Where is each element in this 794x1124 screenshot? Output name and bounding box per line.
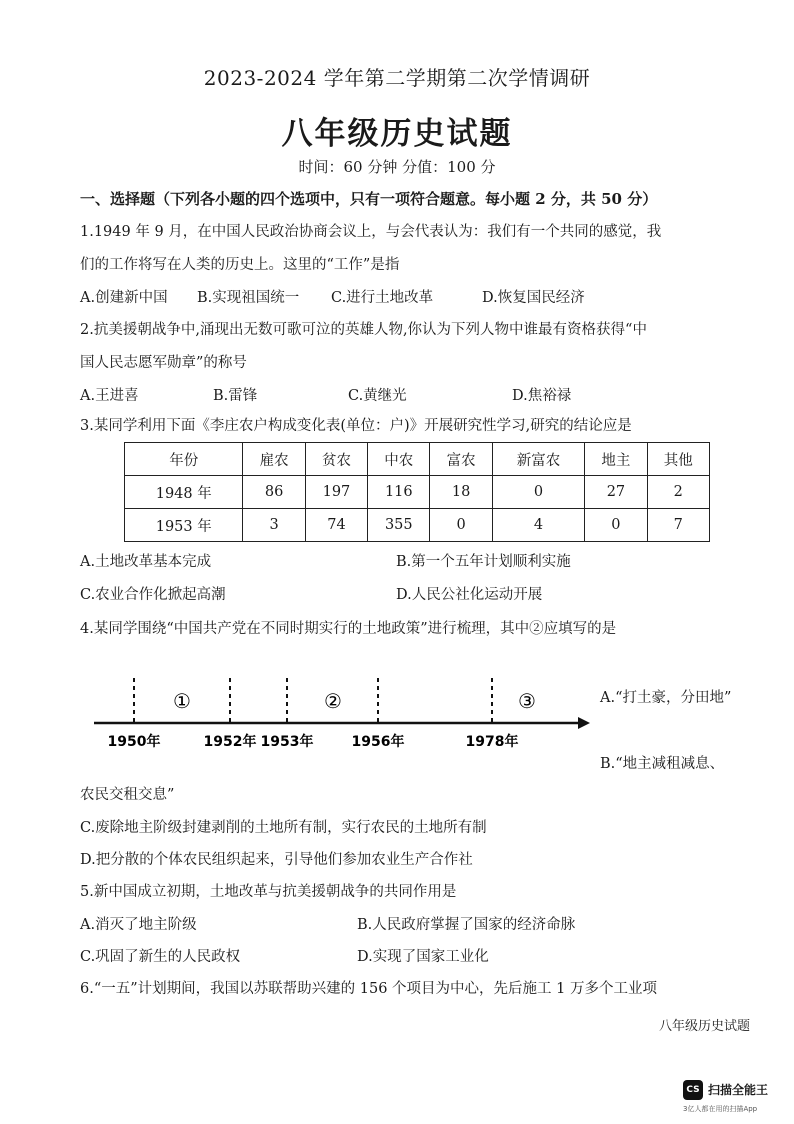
q3-option-d: D.人民公社化运动开展: [396, 587, 543, 603]
q4-option-a: A.“打土豪，分田地”: [600, 690, 732, 706]
q2-stem-line1: 2.抗美援朝战争中,涌现出无数可歌可泣的英雄人物,你认为下列人物中谁最有资格获得“中: [80, 322, 647, 338]
land-policy-timeline: [90, 668, 595, 758]
table-header-cell: 其他: [647, 443, 709, 476]
table-cell: 2: [647, 476, 709, 509]
timeline-arrow-icon: [578, 717, 590, 729]
page-footer-title: 八年级历史试题: [658, 1019, 750, 1034]
exam-meta: 时间：60 分钟 分值：100 分: [298, 158, 496, 176]
timeline-marker-3: ③: [518, 689, 536, 713]
table-cell: 74: [305, 509, 367, 542]
table-cell: 1953 年: [125, 509, 243, 542]
table-cell: 1948 年: [125, 476, 243, 509]
q1-option-c: C.进行土地改革: [331, 290, 434, 306]
table-header-cell: 雇农: [243, 443, 305, 476]
q2-option-b: B.雷锋: [213, 388, 258, 404]
table-header-cell: 中农: [368, 443, 430, 476]
table-cell: 0: [585, 509, 647, 542]
table-cell: 0: [430, 509, 492, 542]
timeline-year-1978: 1978年: [465, 734, 519, 750]
q3-option-b: B.第一个五年计划顺利实施: [396, 554, 571, 570]
timeline-year-1952: 1952年: [203, 734, 257, 750]
q2-stem-line2: 国人民志愿军勋章”的称号: [80, 355, 247, 371]
table-row: [125, 509, 710, 542]
camscanner-name: 扫描全能王: [708, 1083, 769, 1097]
table-header-cell: 年份: [125, 443, 243, 476]
q5-stem: 5.新中国成立初期，土地改革与抗美援朝战争的共同作用是: [80, 884, 457, 900]
q2-option-c: C.黄继光: [348, 388, 407, 404]
q4-option-b-part2: 农民交租交息”: [80, 787, 175, 803]
table-cell: 0: [492, 476, 584, 509]
section-heading: 一、选择题（下列各小题的四个选项中，只有一项符合题意。每小题 2 分，共 50 分）: [80, 190, 658, 208]
q5-option-d: D.实现了国家工业化: [357, 949, 489, 965]
camscanner-tagline: 3亿人都在用的扫描App: [683, 1105, 758, 1113]
table-cell: 355: [368, 509, 430, 542]
table-header-row: [125, 443, 710, 476]
q3-option-c: C.农业合作化掀起高潮: [80, 587, 226, 603]
table-row: [125, 476, 710, 509]
timeline-year-1950: 1950年: [107, 734, 161, 750]
q5-option-c: C.巩固了新生的人民政权: [80, 949, 241, 965]
q2-option-a: A.王进喜: [80, 388, 139, 404]
q2-option-d: D.焦裕禄: [512, 388, 572, 404]
q3-option-a: A.土地改革基本完成: [80, 554, 212, 570]
q1-option-a: A.创建新中国: [80, 290, 168, 306]
table-header-cell: 地主: [585, 443, 647, 476]
table-cell: 116: [368, 476, 430, 509]
table-cell: 27: [585, 476, 647, 509]
exam-subtitle: 2023-2024 学年第二学期第二次学情调研: [203, 66, 591, 90]
exam-title: 八年级历史试题: [281, 116, 513, 152]
q4-option-d: D.把分散的个体农民组织起来，引导他们参加农业生产合作社: [80, 852, 473, 868]
timeline-year-1956: 1956年: [351, 734, 405, 750]
table-header-cell: 富农: [430, 443, 492, 476]
timeline-marker-1: ①: [173, 689, 191, 713]
q1-stem-line1: 1.1949 年 9 月，在中国人民政治协商会议上，与会代表认为：我们有一个共同的感觉，我: [80, 224, 662, 240]
table-cell: 3: [243, 509, 305, 542]
q1-stem-line2: 们的工作将写在人类的历史上。这里的“工作”是指: [80, 257, 400, 273]
timeline-year-1953: 1953年: [260, 734, 314, 750]
q4-option-b-part1: B.“地主减租减息、: [600, 756, 725, 772]
q5-option-b: B.人民政府掌握了国家的经济命脉: [357, 917, 576, 933]
table-header-cell: 新富农: [492, 443, 584, 476]
table-cell: 7: [647, 509, 709, 542]
q6-stem: 6.“一五”计划期间，我国以苏联帮助兴建的 156 个项目为中心，先后施工 1 万多个工业项: [80, 981, 657, 997]
q1-option-d: D.恢复国民经济: [482, 290, 585, 306]
q3-stem: 3.某同学利用下面《李庄农户构成变化表(单位：户)》开展研究性学习,研究的结论应是: [80, 418, 632, 434]
table-cell: 4: [492, 509, 584, 542]
table-cell: 86: [243, 476, 305, 509]
table-header-cell: 贫农: [305, 443, 367, 476]
q4-stem: 4.某同学围绕“中国共产党在不同时期实行的土地政策”进行梳理，其中②应填写的是: [80, 621, 617, 637]
farmer-composition-table: [124, 442, 710, 542]
q5-option-a: A.消灭了地主阶级: [80, 917, 197, 933]
q1-option-b: B.实现祖国统一: [197, 290, 300, 306]
camscanner-logo-icon: CS: [683, 1080, 703, 1100]
table-cell: 18: [430, 476, 492, 509]
timeline-marker-2: ②: [324, 689, 342, 713]
q4-option-c: C.废除地主阶级封建剥削的土地所有制，实行农民的土地所有制: [80, 820, 487, 836]
table-cell: 197: [305, 476, 367, 509]
